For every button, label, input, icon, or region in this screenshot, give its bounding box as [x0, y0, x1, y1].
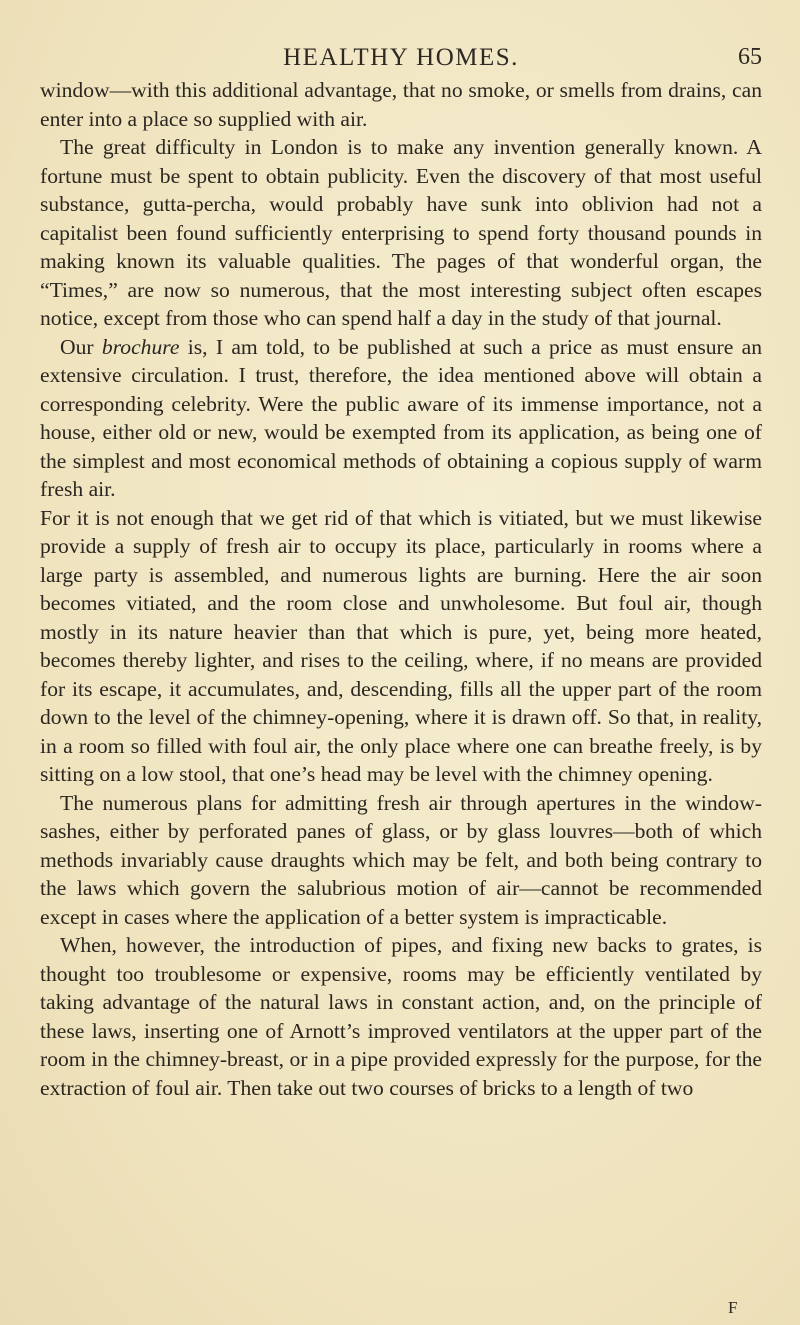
paragraph: The numerous plans for admitting fresh air through apertures in the window-sashes, either by perforated panes of glass, or by glass louvres—both of which methods invariably cause draughts which may be felt, and both being contrary to the laws which govern the salubrious motion of air—cannot be recommended except in cases where the application of a better system is impracticable. [40, 790, 762, 929]
body-text [40, 76, 762, 1102]
paragraph: The great difficulty in London is to make any invention generally known. A fortune must be spent to obtain publicity. Even the discovery of that most useful substance, gutta-percha, would probably have sunk into oblivion had not a capitalist been found sufficiently enterprising to spend forty thousand pounds in making known its valuable qualities. The pages of that wonderful organ, the “Times,” are now so numerous, that the most interesting subject often escapes notice, except from those who can spend half a day in the study of that journal. [40, 135, 762, 330]
paragraph-text: Our [60, 334, 102, 359]
running-head [40, 44, 762, 78]
italic-word: brochure [101, 334, 180, 359]
paragraph: For it is not enough that we get rid of that which is vitiated, but we must likewise provide a supply of fresh air to occupy its place, particularly in rooms where a large party is assembled, and numerous lights are burning. Here the air soon becomes vitiated, and the room close and unwholesome. But foul air, though mostly in its nature heavier than that which is pure, yet, being more heated, becomes thereby lighter, and rises to the ceiling, where, if no means are provided for its escape, it accumulates, and, descending, fills all the upper part of the room down to the level of the chimney-opening, where it is drawn off. So that, in reality, in a room so filled with foul air, the only place where one can breathe freely, is by sitting on a low stool, that one’s head may be level with the chimney opening. [40, 505, 762, 786]
paragraph: When, however, the introduction of pipes, and fixing new backs to grates, is thought too troublesome or expensive, rooms may be efficiently ventilated by taking advantage of the natural laws in constant action, and, on the principle of these laws, inserting one of Arnott’s improved ventilators at the upper part of the room in the chimney-breast, or in a pipe provided expressly for the purpose, for the extraction of foul air. Then take out two courses of bricks to a length of two [40, 933, 762, 1100]
paragraph: window—with this additional advantage, that no smoke, or smells from drains, can enter into a place so supplied with air. [40, 78, 762, 131]
paragraph [40, 333, 762, 504]
page-number: 65 [738, 44, 762, 70]
signature-mark: F [728, 1298, 738, 1317]
paragraph-text: is, I am told, to be published at such a price as must ensure an extensive circulation. I trust, therefore, the idea mentioned above will obtain a corresponding celebrity. Were the public aware of its immense importance, not a house, either old or new, would be exempted from its application, as being one of the simplest and most economical methods of obtaining a copious supply of warm fresh air. [40, 334, 763, 501]
running-title: HEALTHY HOMES. [283, 44, 519, 71]
